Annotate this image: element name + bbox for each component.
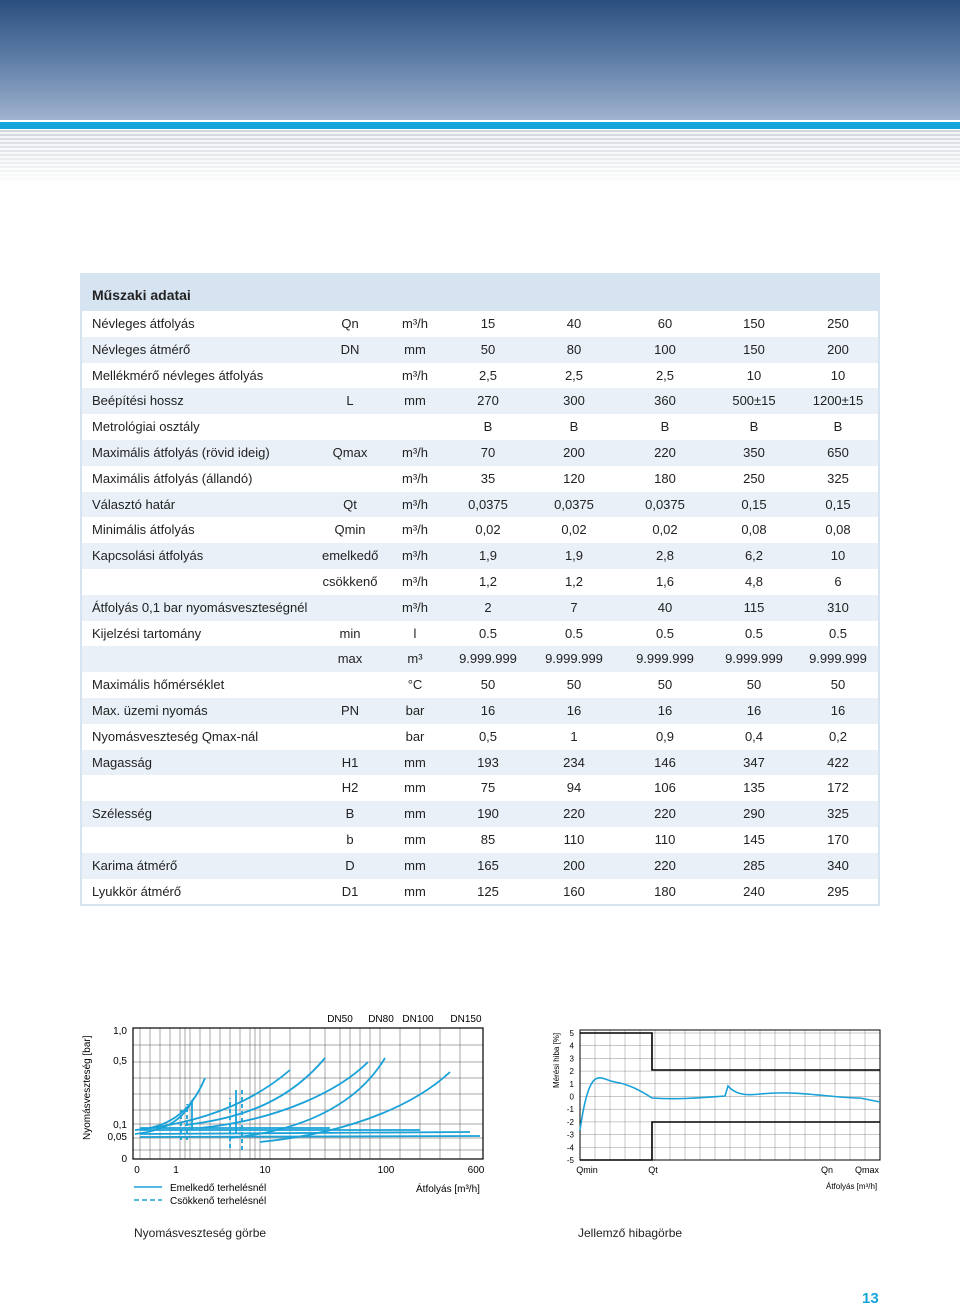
accent-stripe (0, 122, 960, 129)
table-row (82, 672, 878, 698)
row-value: 40 (566, 316, 582, 331)
row-value: 50 (480, 341, 496, 357)
row-symbol: PN (340, 702, 360, 718)
pl-grid (133, 1028, 483, 1159)
ec-grid (580, 1030, 880, 1160)
row-value: 0.5 (828, 625, 848, 641)
row-value: 172 (827, 780, 849, 796)
row-label: Mellékmérő névleges átfolyás (92, 367, 264, 383)
legend-falling-label: Csökkenő terhelésnél (170, 1196, 267, 1207)
table-row (82, 595, 878, 621)
row-value: 9.999.999 (725, 651, 783, 667)
pl-series-label: DN50 (327, 1014, 353, 1025)
row-value: 290 (743, 806, 765, 822)
row-value: 146 (654, 754, 676, 770)
error-curve-chart (552, 1029, 880, 1191)
ec-y-tick: -3 (566, 1130, 574, 1140)
row-label: Nyomásveszteség Qmax-nál (92, 728, 259, 744)
row-value: 15 (480, 316, 496, 331)
pl-ylabel: Nyomásveszteség [bar] (82, 1035, 93, 1140)
row-value: 1,9 (478, 548, 498, 564)
pl-series-label: DN80 (368, 1014, 394, 1025)
row-unit: bar (405, 702, 425, 718)
row-value: B (660, 419, 670, 435)
pl-y-tick: 0,05 (107, 1132, 127, 1143)
legend-rising-label: Emelkedő terhelésnél (170, 1183, 267, 1194)
row-value: 150 (743, 341, 765, 357)
flat-line-3 (140, 1132, 470, 1134)
row-unit: °C (407, 677, 423, 693)
row-value: 10 (830, 548, 846, 564)
pl-y-tick: 0,1 (113, 1120, 127, 1131)
table-row (82, 698, 878, 724)
row-value: 310 (827, 599, 849, 615)
curve-dn150 (230, 1058, 385, 1138)
ec-x-ticks (576, 1165, 879, 1175)
row-value: 0.5 (564, 625, 584, 641)
row-label: Kapcsolási átfolyás (92, 548, 204, 564)
row-value: B (483, 419, 493, 435)
row-label: Maximális átfolyás (állandó) (92, 470, 253, 486)
row-unit: mm (404, 780, 426, 796)
row-value: 0,02 (652, 522, 678, 538)
row-value: B (569, 419, 579, 435)
row-value: 16 (746, 702, 762, 718)
row-value: 50 (830, 677, 846, 693)
row-value: 1,6 (655, 573, 675, 589)
row-value: 347 (743, 754, 765, 770)
ec-y-tick: 1 (569, 1079, 574, 1089)
row-value: 300 (563, 393, 585, 409)
row-value: 220 (563, 806, 585, 822)
pl-x-tick: 1 (173, 1165, 179, 1176)
row-unit: m³/h (402, 496, 428, 512)
table-row (82, 466, 878, 492)
row-value: 6,2 (744, 548, 764, 564)
row-value: 9.999.999 (545, 651, 603, 667)
row-value: 220 (654, 444, 676, 460)
table-row (82, 517, 878, 543)
row-value: 270 (477, 393, 499, 409)
row-value: 0,08 (825, 522, 851, 538)
header-banner (0, 0, 960, 120)
row-value: 340 (827, 857, 849, 873)
row-label: Átfolyás 0,1 bar nyomásveszteségnél (92, 599, 308, 615)
table-row (82, 388, 878, 414)
row-label: Maximális átfolyás (rövid ideig) (92, 444, 270, 460)
row-value: 240 (743, 883, 765, 899)
row-value: 0,5 (478, 728, 498, 744)
row-symbol: DN (340, 341, 360, 357)
row-symbol: min (339, 625, 361, 641)
row-value: 2 (484, 599, 492, 615)
row-value: 6 (834, 573, 842, 589)
ec-y-tick: 0 (569, 1092, 574, 1102)
row-value: 2,5 (478, 367, 498, 383)
row-value: 2,8 (655, 548, 675, 564)
row-unit: mm (404, 754, 426, 770)
row-symbol: Qmax (332, 444, 368, 460)
ec-y-tick: -1 (566, 1105, 574, 1115)
table-row (82, 646, 878, 672)
row-value: 50 (566, 677, 582, 693)
row-value: 9.999.999 (459, 651, 517, 667)
row-label: Lyukkör átmérő (92, 883, 182, 899)
row-value: 234 (563, 754, 585, 770)
row-value: 1,2 (564, 573, 584, 589)
row-value: 325 (827, 806, 849, 822)
ec-x-tick: Qmin (576, 1165, 598, 1175)
ec-xlabel: Átfolyás [m³/h] (826, 1182, 878, 1191)
row-value: 100 (654, 341, 676, 357)
row-value: 285 (743, 857, 765, 873)
pressure-loss-chart (82, 1014, 485, 1207)
row-value: 0,4 (744, 728, 764, 744)
row-value: 85 (480, 831, 496, 847)
ec-x-tick: Qt (648, 1165, 658, 1175)
row-value: 16 (657, 702, 673, 718)
row-value: 1,2 (478, 573, 498, 589)
row-unit: mm (404, 341, 426, 357)
row-value: B (833, 419, 843, 435)
row-value: 120 (563, 470, 585, 486)
pl-legend (134, 1183, 266, 1207)
pl-x-tick: 0 (134, 1165, 140, 1176)
row-value: 16 (480, 702, 496, 718)
pl-x-tick: 600 (467, 1165, 485, 1176)
row-value: 165 (477, 857, 499, 873)
row-symbol: H1 (341, 754, 359, 770)
row-value: 200 (563, 857, 585, 873)
row-unit: mm (404, 857, 426, 873)
row-value: 70 (480, 444, 496, 460)
pl-y-tick: 0 (121, 1154, 127, 1165)
row-unit: mm (404, 393, 426, 409)
row-value: B (749, 419, 759, 435)
pl-xlabel: Átfolyás [m³/h] (416, 1184, 480, 1195)
row-value: 0,15 (741, 496, 767, 512)
row-value: 110 (563, 831, 585, 847)
row-value: 1 (570, 728, 578, 744)
spec-table-title: Műszaki adatai (82, 275, 878, 311)
row-unit: m³/h (402, 522, 428, 538)
row-unit: l (413, 625, 417, 641)
row-label: Névleges átmérő (92, 341, 191, 357)
row-label: Magasság (92, 754, 152, 770)
table-row (82, 724, 878, 750)
ec-y-tick: 4 (569, 1041, 574, 1051)
decorative-stripes (0, 130, 960, 180)
row-label: Metrológiai osztály (92, 419, 200, 435)
row-value: 40 (657, 599, 673, 615)
row-value: 0.5 (478, 625, 498, 641)
row-value: 0,0375 (645, 496, 685, 512)
row-label: Kijelzési tartomány (92, 625, 202, 641)
row-value: 4,8 (744, 573, 764, 589)
row-value: 80 (566, 341, 582, 357)
row-value: 60 (657, 316, 673, 331)
row-value: 145 (743, 831, 765, 847)
row-value: 7 (570, 599, 578, 615)
row-value: 0.5 (655, 625, 675, 641)
row-unit: mm (404, 883, 426, 899)
row-value: 250 (827, 316, 849, 331)
row-value: 0,08 (741, 522, 767, 538)
row-value: 125 (477, 883, 499, 899)
row-label: Választó határ (92, 496, 176, 512)
table-row (82, 775, 878, 801)
charts (0, 990, 960, 1230)
pl-plot-frame (133, 1028, 483, 1159)
row-value: 360 (654, 393, 676, 409)
ec-y-tick: -2 (566, 1117, 574, 1127)
row-unit: m³ (407, 651, 423, 667)
ec-x-tick: Qn (820, 1165, 834, 1175)
ec-y-ticks (567, 1029, 575, 1165)
row-value: 220 (654, 857, 676, 873)
row-value: 10 (830, 367, 846, 383)
row-value: 9.999.999 (809, 651, 867, 667)
page-number: 13 (862, 1290, 879, 1307)
spec-table-body (82, 311, 878, 904)
pressure-loss-chart-title: Nyomásveszteség görbe (134, 1226, 267, 1240)
row-symbol: Qmin (334, 522, 366, 538)
table-row (82, 311, 878, 337)
row-value: 94 (566, 780, 582, 796)
table-row (82, 543, 878, 569)
ec-y-tick: 5 (569, 1029, 574, 1038)
row-value: 193 (477, 754, 499, 770)
table-row (82, 569, 878, 595)
spec-table (80, 273, 880, 906)
row-value: 180 (654, 883, 676, 899)
row-label: Maximális hőmérséklet (92, 677, 225, 693)
row-label: Karima átmérő (92, 857, 178, 873)
row-unit: m³/h (402, 316, 428, 331)
row-value: 0,02 (561, 522, 587, 538)
row-value: 295 (827, 883, 849, 899)
pl-y-ticks (108, 1026, 128, 1165)
row-unit: mm (404, 831, 426, 847)
ec-x-tick: Qmax (854, 1165, 880, 1175)
row-value: 10 (746, 367, 762, 383)
row-value: 9.999.999 (636, 651, 694, 667)
pl-y-tick: 0,5 (113, 1056, 127, 1067)
pl-series-label: DN100 (402, 1014, 434, 1025)
table-row (82, 750, 878, 776)
row-value: 350 (743, 444, 765, 460)
row-symbol: emelkedő (322, 548, 379, 564)
row-value: 2,5 (564, 367, 584, 383)
row-label: Max. üzemi nyomás (92, 702, 208, 718)
row-value: 150 (743, 316, 765, 331)
pl-x-tick: 10 (259, 1165, 271, 1176)
ec-y-tick: 3 (569, 1054, 574, 1064)
row-value: 0,2 (828, 728, 848, 744)
row-value: 16 (830, 702, 846, 718)
row-value: 16 (566, 702, 582, 718)
row-value: 0,02 (475, 522, 501, 538)
row-symbol: H2 (341, 780, 359, 796)
row-value: 422 (827, 754, 849, 770)
pl-y-tick: 1,0 (113, 1026, 127, 1037)
row-value: 50 (657, 677, 673, 693)
table-row (82, 337, 878, 363)
row-unit: mm (404, 806, 426, 822)
row-value: 0,15 (825, 496, 851, 512)
row-value: 115 (743, 599, 765, 615)
ec-ylabel: Mérési hiba [%] (552, 1032, 561, 1088)
row-symbol: Qt (343, 496, 357, 512)
row-value: 0.5 (744, 625, 764, 641)
row-value: 220 (654, 806, 676, 822)
row-label: Minimális átfolyás (92, 522, 195, 538)
pl-curves (135, 1058, 480, 1150)
table-row (82, 621, 878, 647)
row-value: 1,9 (564, 548, 584, 564)
row-value: 180 (654, 470, 676, 486)
pl-x-tick: 100 (377, 1165, 395, 1176)
row-value: 250 (743, 470, 765, 486)
row-symbol: max (337, 651, 363, 667)
row-value: 0,9 (655, 728, 675, 744)
row-symbol: L (346, 393, 354, 409)
pl-series-labels (327, 1014, 482, 1025)
table-row (82, 879, 878, 905)
row-value: 160 (563, 883, 585, 899)
row-label: Szélesség (92, 806, 152, 822)
row-value: 110 (654, 831, 676, 847)
row-value: 650 (827, 444, 849, 460)
row-value: 2,5 (655, 367, 675, 383)
row-unit: m³/h (402, 573, 428, 589)
table-row (82, 414, 878, 440)
row-unit: m³/h (402, 367, 428, 383)
ec-y-tick: -5 (566, 1156, 574, 1165)
row-symbol: Qn (341, 316, 359, 331)
row-symbol: D1 (341, 883, 359, 899)
row-value: 500±15 (732, 393, 776, 409)
row-value: 106 (654, 780, 676, 796)
row-unit: m³/h (402, 548, 428, 564)
table-row (82, 440, 878, 466)
row-symbol: D (345, 857, 355, 873)
row-symbol: B (345, 806, 355, 822)
table-row (82, 827, 878, 853)
row-label: Névleges átfolyás (92, 316, 195, 331)
row-unit: m³/h (402, 470, 428, 486)
row-value: 75 (480, 780, 496, 796)
row-unit: bar (405, 728, 425, 744)
row-label: Beépítési hossz (92, 393, 184, 409)
table-row (82, 492, 878, 518)
row-symbol: csökkenő (322, 573, 378, 589)
row-value: 200 (563, 444, 585, 460)
ec-y-tick: 2 (569, 1067, 574, 1077)
row-unit: m³/h (402, 599, 428, 615)
row-value: 190 (477, 806, 499, 822)
row-value: 0,0375 (468, 496, 508, 512)
row-value: 35 (480, 470, 496, 486)
ec-y-tick: -4 (566, 1143, 574, 1153)
row-value: 170 (827, 831, 849, 847)
row-value: 50 (480, 677, 496, 693)
flat-line-4 (140, 1136, 480, 1137)
pl-series-label: DN150 (450, 1014, 482, 1025)
table-row (82, 801, 878, 827)
table-row (82, 853, 878, 879)
row-value: 135 (743, 780, 765, 796)
row-unit: m³/h (402, 444, 428, 460)
row-value: 1200±15 (812, 393, 864, 409)
pl-x-ticks (134, 1165, 485, 1176)
table-row (82, 363, 878, 389)
row-value: 325 (827, 470, 849, 486)
row-value: 50 (746, 677, 762, 693)
row-value: 0,0375 (554, 496, 594, 512)
row-value: 200 (827, 341, 849, 357)
error-curve-chart-title: Jellemző hibagörbe (578, 1226, 683, 1240)
row-symbol: b (346, 831, 354, 847)
